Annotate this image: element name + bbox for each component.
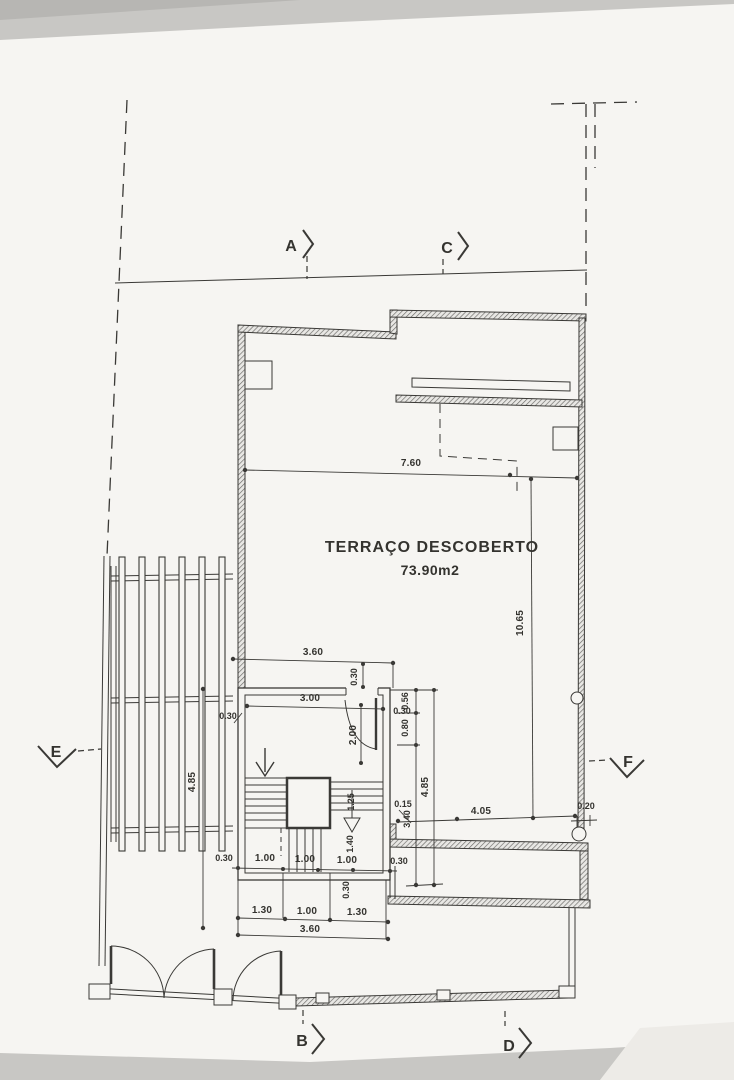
dim-1-00-gate: 1.00 [296,906,318,917]
pergola-slat [219,557,225,851]
pergola-slat [179,557,185,851]
dim-0-30-bottom-right: 0.30 [390,856,408,866]
section-letter-a: A [285,238,297,255]
dim-3-40: 3.40 [402,810,412,828]
pillar-top-left [245,361,272,389]
fence-corner-post [559,986,575,998]
pergola-slat [199,557,205,851]
dim-1-00-a: 1.00 [254,853,276,864]
dim-2-00: 2.00 [348,724,359,746]
section-letter-c: C [441,240,453,257]
dim-10-65: 10.65 [515,609,526,637]
dim-3-60-bottom: 3.60 [299,924,321,935]
dim-0-80: 0.80 [400,719,410,737]
pillar-right [553,427,578,450]
dim-7-60: 7.60 [400,458,422,469]
section-letter-b: B [296,1033,308,1050]
gate-pier [279,995,296,1009]
wall-bottom-right-vert [580,851,588,900]
dim-0-30-room-left: 0.30 [219,711,237,721]
dim-0-15: 0.15 [394,799,412,809]
dim-1-30-a: 1.30 [251,905,273,916]
fence-post [316,993,329,1003]
section-letter-e: E [50,744,62,761]
round-column-upper [571,692,583,704]
wall-right [578,318,585,838]
round-column-lower [572,827,586,841]
dim-4-85-left: 4.85 [187,771,198,793]
stair-enclosure [238,687,390,880]
dim-1-25: 1.25 [346,793,356,811]
dim-1-30-b: 1.30 [346,907,368,918]
pergola-slat [159,557,165,851]
dim-0-30-room-right: 0.30 [393,706,411,716]
dim-0-20: 0.20 [577,801,595,811]
room-label: TERRAÇO DESCOBERTO [324,539,540,556]
gate-pier [89,984,110,999]
dim-1-00-b: 1.00 [294,854,316,865]
dim-4-85-right: 4.85 [420,776,431,798]
gate-pier [214,989,232,1005]
room-area-label: 73.90m2 [400,562,460,578]
dim-1-40: 1.40 [345,835,355,853]
dim-0-56: 0.56 [400,692,410,710]
wall-left [238,325,245,690]
stair-void [287,778,330,828]
dim-3-60-top: 3.60 [302,647,324,658]
dim-3-00: 3.00 [299,693,321,704]
pergola-slat [139,557,145,851]
dim-0-30-bottom-left: 0.30 [215,853,233,863]
pergola-slat [119,557,125,851]
fence-post [437,990,450,1000]
dim-4-05: 4.05 [470,806,492,817]
section-letter-d: D [503,1038,515,1055]
section-letter-f: F [623,754,633,771]
dim-0-30-rot-top: 0.30 [349,668,359,686]
dim-1-00-c: 1.00 [336,855,358,866]
dim-0-30-rot-bottom: 0.30 [341,881,351,899]
